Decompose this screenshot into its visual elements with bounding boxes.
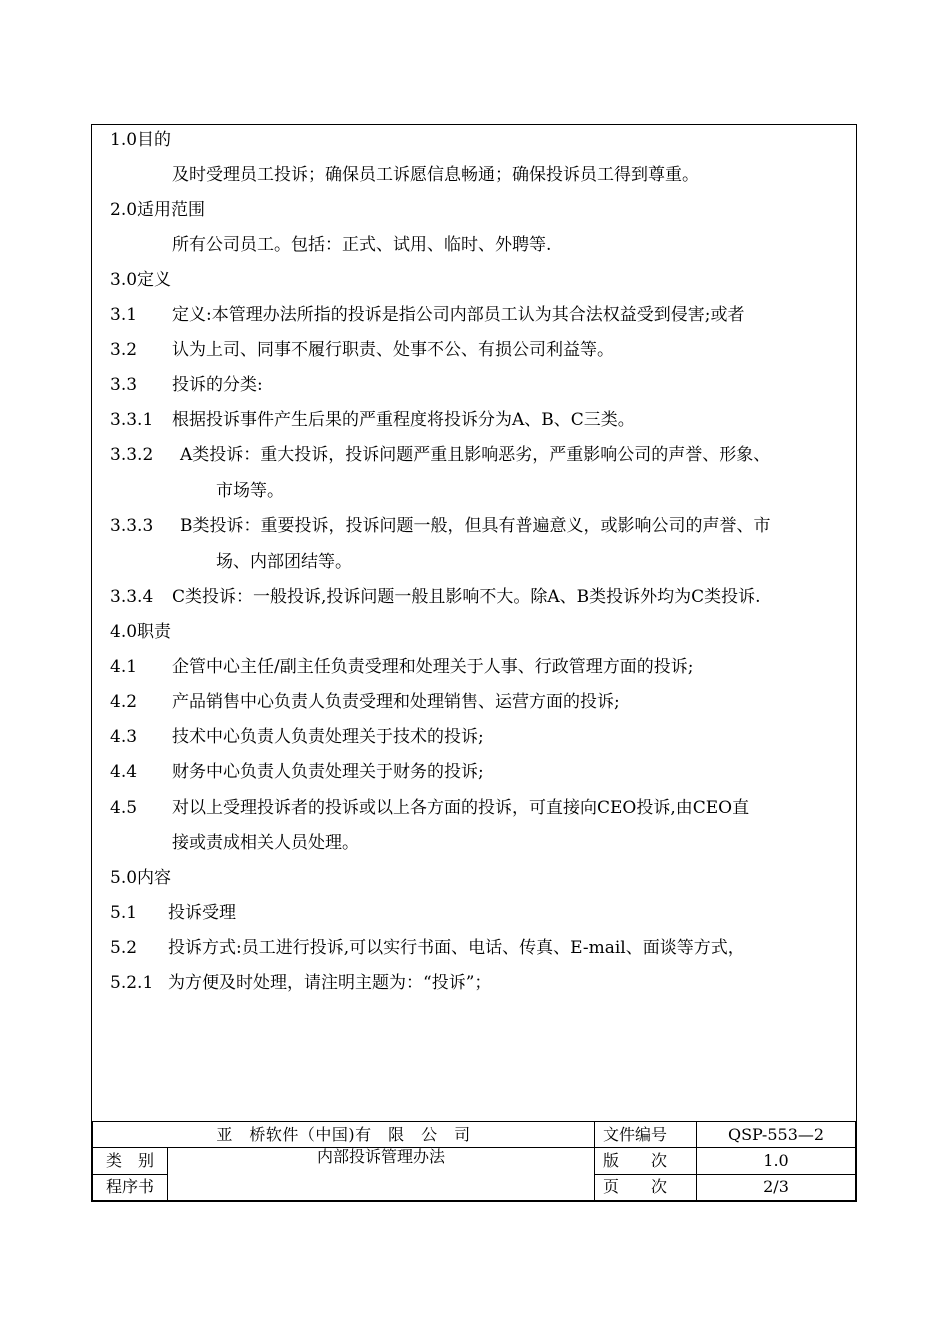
category-label: 类 别 <box>93 1148 168 1174</box>
document-footer <box>92 1121 856 1201</box>
page-label: 页 次 <box>595 1174 697 1200</box>
paragraph: 市场等。 <box>216 481 284 501</box>
paragraph: 所有公司员工。包括：正式、试用、临时、外聘等. <box>172 235 552 255</box>
list-item: 3.3.1 根据投诉事件产生后果的严重程度将投诉分为A、B、C三类。 <box>110 410 635 430</box>
paragraph: 场、内部团结等。 <box>216 552 352 572</box>
document-body <box>92 125 856 1121</box>
section-heading: 1.0目的 <box>110 130 172 150</box>
paragraph: 及时受理员工投诉；确保员工诉愿信息畅通；确保投诉员工得到尊重。 <box>172 165 699 185</box>
list-item: 3.3 投诉的分类: <box>110 375 263 395</box>
list-item: 4.1 企管中心主任/副主任负责受理和处理关于人事、行政管理方面的投诉; <box>110 657 694 677</box>
list-item: 4.4 财务中心负责人负责处理关于财务的投诉; <box>110 762 484 782</box>
doc-title: 内部投诉管理办法 <box>168 1148 595 1201</box>
list-item: 4.3 技术中心负责人负责处理关于技术的投诉; <box>110 727 484 747</box>
list-item: 5.2.1 为方便及时处理，请注明主题为：“投诉”； <box>110 973 492 993</box>
list-item: 3.3.4 C类投诉：一般投诉,投诉问题一般且影响不大。除A、B类投诉外均为C类投诉. <box>110 587 761 607</box>
section-heading: 4.0职责 <box>110 622 172 642</box>
section-heading: 5.0内容 <box>110 868 172 888</box>
procedure-label: 程序书 <box>93 1174 168 1200</box>
list-item: 3.1 定义:本管理办法所指的投诉是指公司内部员工认为其合法权益受到侵害;或者 <box>110 305 745 325</box>
section-heading: 2.0适用范围 <box>110 200 206 220</box>
version-label: 版 次 <box>595 1148 697 1174</box>
section-heading: 3.0定义 <box>110 270 172 290</box>
list-item: 3.2 认为上司、同事不履行职责、处事不公、有损公司利益等。 <box>110 340 614 360</box>
list-item: 4.5 对以上受理投诉者的投诉或以上各方面的投诉，可直接向CEO投诉,由CEO直 <box>110 798 750 818</box>
doc-number-label: 文件编号 <box>595 1122 697 1148</box>
footer-table <box>92 1121 856 1201</box>
paragraph: 接或责成相关人员处理。 <box>172 833 359 853</box>
doc-number: QSP-553—2 <box>697 1122 856 1148</box>
list-item: 3.3.2 A类投诉：重大投诉，投诉问题严重且影响恶劣，严重影响公司的声誉、形象、 <box>110 445 771 465</box>
company-name: 亚 桥软件（中国)有 限 公 司 <box>93 1122 595 1148</box>
list-item: 5.2 投诉方式:员工进行投诉,可以实行书面、电话、传真、E-mail、面谈等方式， <box>110 938 745 958</box>
list-item: 3.3.3 B类投诉：重要投诉，投诉问题一般，但具有普遍意义，或影响公司的声誉、市 <box>110 516 771 536</box>
list-item: 4.2 产品销售中心负责人负责受理和处理销售、运营方面的投诉; <box>110 692 620 712</box>
version-value: 1.0 <box>697 1148 856 1174</box>
document-frame <box>91 124 857 1202</box>
page-number: 2/3 <box>697 1174 856 1200</box>
list-item: 5.1 投诉受理 <box>110 903 236 923</box>
